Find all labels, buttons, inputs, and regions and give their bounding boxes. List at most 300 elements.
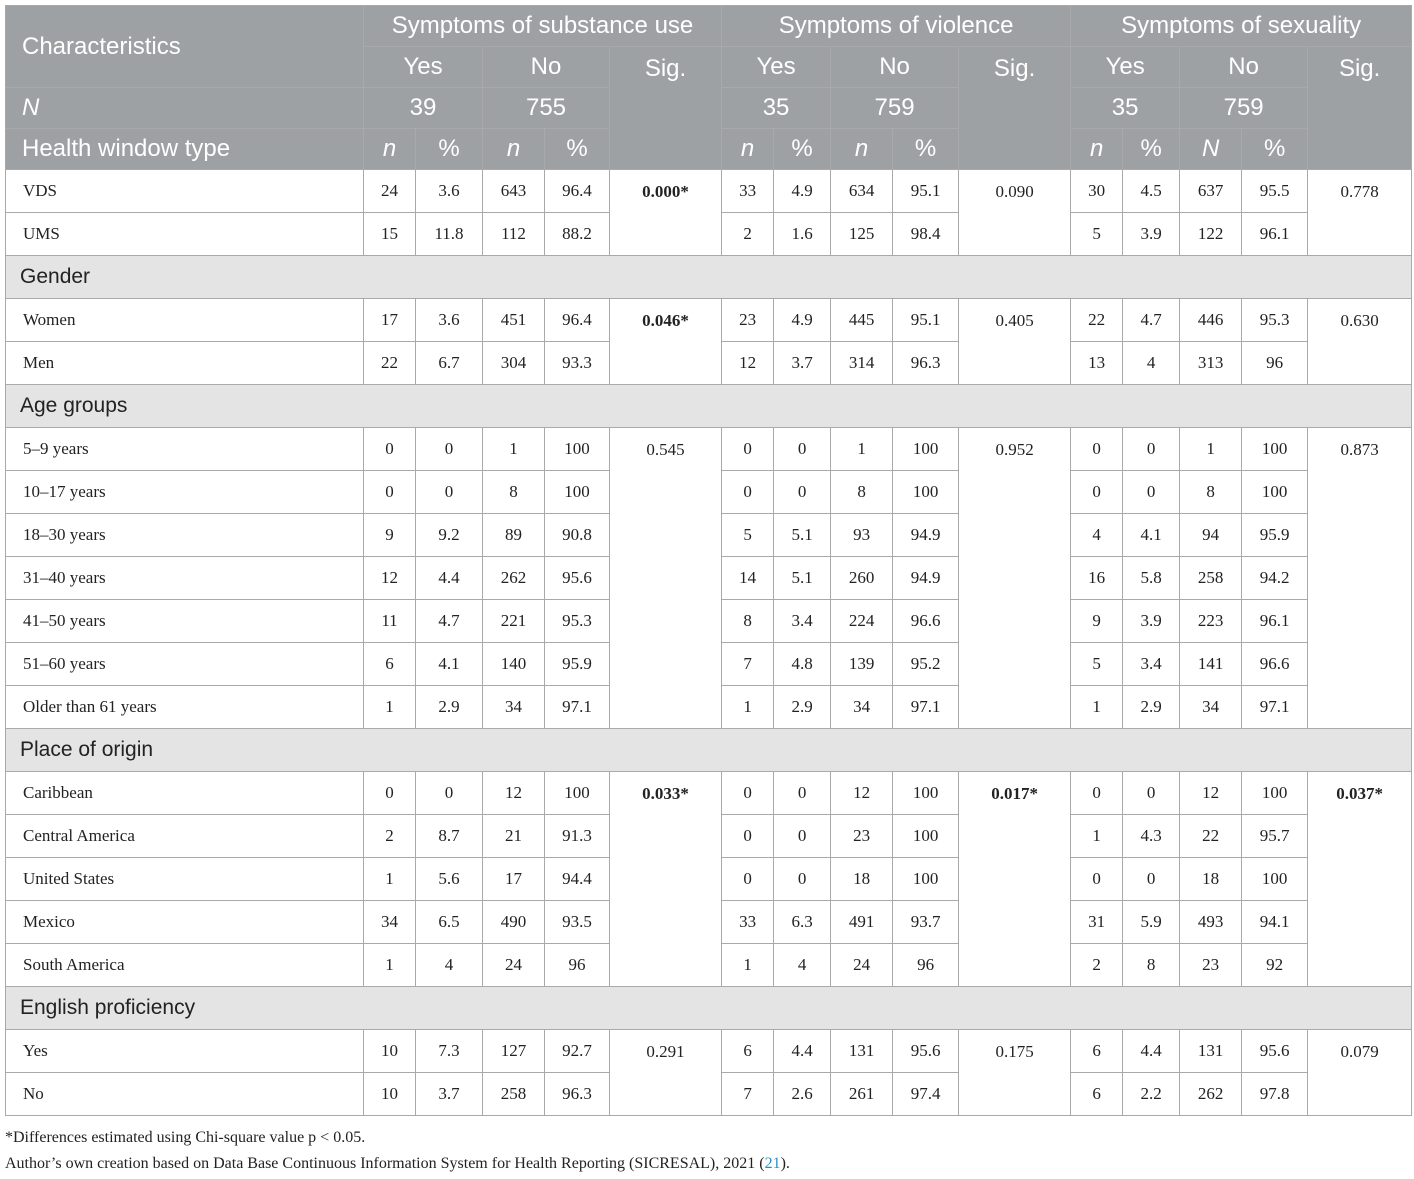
table-cell: 8.7 xyxy=(416,815,483,858)
row-label: No xyxy=(6,1073,364,1116)
table-cell: 0 xyxy=(1071,858,1123,901)
footnote-source-text: Author’s own creation based on Data Base Continuous Information System for Health Reporting (SICRESAL), 2021 ( xyxy=(5,1155,765,1172)
row-label: VDS xyxy=(6,170,364,213)
sub-header: % xyxy=(893,129,959,170)
table-cell: 2.9 xyxy=(1123,686,1180,729)
significance-cell: 0.630 xyxy=(1308,299,1412,385)
table-cell: 0 xyxy=(1071,772,1123,815)
table-cell: 5.6 xyxy=(416,858,483,901)
significance-cell: 0.090 xyxy=(959,170,1071,256)
table-cell: 100 xyxy=(893,471,959,514)
significance-cell: 0.873 xyxy=(1308,428,1412,729)
table-cell: 31 xyxy=(1071,901,1123,944)
table-cell: 96.6 xyxy=(893,600,959,643)
table-cell: 262 xyxy=(1180,1073,1242,1116)
table-cell: 9 xyxy=(364,514,416,557)
table-cell: 0 xyxy=(1123,428,1180,471)
table-cell: 0 xyxy=(722,471,774,514)
table-cell: 7 xyxy=(722,1073,774,1116)
table-cell: 100 xyxy=(893,858,959,901)
table-cell: 98.4 xyxy=(893,213,959,256)
table-cell: 314 xyxy=(831,342,893,385)
table-cell: 1 xyxy=(364,686,416,729)
table-cell: 95.3 xyxy=(545,600,610,643)
table-cell: 643 xyxy=(483,170,545,213)
row-label: South America xyxy=(6,944,364,987)
table-cell: 4.4 xyxy=(774,1030,831,1073)
table-cell: 3.4 xyxy=(774,600,831,643)
table-cell: 127 xyxy=(483,1030,545,1073)
table-cell: 34 xyxy=(1180,686,1242,729)
table-cell: 0 xyxy=(774,815,831,858)
sig-header: Sig. xyxy=(959,47,1071,170)
table-cell: 96 xyxy=(545,944,610,987)
table-cell: 100 xyxy=(545,428,610,471)
table-cell: 91.3 xyxy=(545,815,610,858)
table-cell: 261 xyxy=(831,1073,893,1116)
table-cell: 1 xyxy=(722,944,774,987)
table-cell: 95.6 xyxy=(893,1030,959,1073)
table-cell: 95.1 xyxy=(893,170,959,213)
significance-cell: 0.952 xyxy=(959,428,1071,729)
table-cell: 97.1 xyxy=(893,686,959,729)
table-cell: 33 xyxy=(722,170,774,213)
table-cell: 95.1 xyxy=(893,299,959,342)
table-cell: 100 xyxy=(1242,772,1308,815)
section-header-row xyxy=(6,385,1412,428)
significance-cell: 0.079 xyxy=(1308,1030,1412,1116)
table-cell: 93.3 xyxy=(545,342,610,385)
table-row xyxy=(6,428,1412,471)
table-cell: 122 xyxy=(1180,213,1242,256)
table-row xyxy=(6,1030,1412,1073)
table-cell: 17 xyxy=(364,299,416,342)
row-label: 5–9 years xyxy=(6,428,364,471)
table-cell: 95.3 xyxy=(1242,299,1308,342)
reference-link[interactable]: 21 xyxy=(764,1155,781,1172)
table-cell: 0 xyxy=(416,471,483,514)
table-cell: 33 xyxy=(722,901,774,944)
table-cell: 30 xyxy=(1071,170,1123,213)
table-cell: 5.1 xyxy=(774,514,831,557)
table-cell: 94.9 xyxy=(893,557,959,600)
table-cell: 1 xyxy=(722,686,774,729)
table-cell: 5.1 xyxy=(774,557,831,600)
table-cell: 0 xyxy=(1071,428,1123,471)
table-cell: 493 xyxy=(1180,901,1242,944)
group-title-sexuality: Symptoms of sexuality xyxy=(1071,6,1412,47)
row-label: Central America xyxy=(6,815,364,858)
table-cell: 96.3 xyxy=(545,1073,610,1116)
row-label: Yes xyxy=(6,1030,364,1073)
table-cell: 491 xyxy=(831,901,893,944)
table-cell: 24 xyxy=(483,944,545,987)
table-cell: 23 xyxy=(722,299,774,342)
group-title-substance: Symptoms of substance use xyxy=(364,6,722,47)
table-cell: 4 xyxy=(416,944,483,987)
table-cell: 140 xyxy=(483,643,545,686)
table-cell: 21 xyxy=(483,815,545,858)
row-label: 41–50 years xyxy=(6,600,364,643)
table-cell: 4.1 xyxy=(1123,514,1180,557)
table-cell: 313 xyxy=(1180,342,1242,385)
table-cell: 0 xyxy=(774,471,831,514)
table-cell: 12 xyxy=(722,342,774,385)
row-label: 51–60 years xyxy=(6,643,364,686)
table-cell: 4 xyxy=(1071,514,1123,557)
table-cell: 3.7 xyxy=(774,342,831,385)
section-header-row xyxy=(6,256,1412,299)
characteristics-header: Characteristics xyxy=(6,6,364,88)
table-cell: 3.9 xyxy=(1123,213,1180,256)
table-cell: 100 xyxy=(545,471,610,514)
table-cell: 13 xyxy=(1071,342,1123,385)
table-cell: 2 xyxy=(1071,944,1123,987)
table-cell: 100 xyxy=(893,772,959,815)
table-cell: 258 xyxy=(483,1073,545,1116)
n-label: N xyxy=(6,88,364,129)
table-cell: 96.3 xyxy=(893,342,959,385)
row-label: 31–40 years xyxy=(6,557,364,600)
table-cell: 94.4 xyxy=(545,858,610,901)
table-cell: 0 xyxy=(722,772,774,815)
sub-header: N xyxy=(1180,129,1242,170)
table-cell: 24 xyxy=(831,944,893,987)
sub-header: n xyxy=(1071,129,1123,170)
table-cell: 12 xyxy=(1180,772,1242,815)
sub-header: n xyxy=(483,129,545,170)
table-cell: 262 xyxy=(483,557,545,600)
significance-cell: 0.046* xyxy=(610,299,722,385)
table-cell: 0 xyxy=(364,428,416,471)
table-cell: 17 xyxy=(483,858,545,901)
yes-header: Yes xyxy=(364,47,483,88)
sig-header: Sig. xyxy=(610,47,722,170)
table-cell: 3.9 xyxy=(1123,600,1180,643)
table-cell: 8 xyxy=(1180,471,1242,514)
section-header-row xyxy=(6,729,1412,772)
table-cell: 5.9 xyxy=(1123,901,1180,944)
table-cell: 9.2 xyxy=(416,514,483,557)
table-cell: 0 xyxy=(416,428,483,471)
table-cell: 7 xyxy=(722,643,774,686)
table-cell: 0 xyxy=(1123,858,1180,901)
table-cell: 8 xyxy=(722,600,774,643)
table-cell: 100 xyxy=(893,428,959,471)
table-cell: 95.7 xyxy=(1242,815,1308,858)
table-cell: 92 xyxy=(1242,944,1308,987)
table-cell: 4.4 xyxy=(1123,1030,1180,1073)
table-cell: 97.1 xyxy=(545,686,610,729)
table-cell: 14 xyxy=(722,557,774,600)
table-cell: 88.2 xyxy=(545,213,610,256)
table-cell: 22 xyxy=(364,342,416,385)
table-cell: 6.7 xyxy=(416,342,483,385)
table-cell: 10 xyxy=(364,1073,416,1116)
n-yes-value: 39 xyxy=(364,88,483,129)
table-cell: 0 xyxy=(1123,772,1180,815)
table-cell: 260 xyxy=(831,557,893,600)
window-type-label: Health window type xyxy=(6,129,364,170)
table-cell: 1 xyxy=(483,428,545,471)
table-cell: 18 xyxy=(831,858,893,901)
table-cell: 3.4 xyxy=(1123,643,1180,686)
table-cell: 6 xyxy=(722,1030,774,1073)
table-cell: 97.8 xyxy=(1242,1073,1308,1116)
group-title-violence: Symptoms of violence xyxy=(722,6,1071,47)
table-cell: 34 xyxy=(483,686,545,729)
row-label: 18–30 years xyxy=(6,514,364,557)
table-cell: 2.6 xyxy=(774,1073,831,1116)
table-cell: 5.8 xyxy=(1123,557,1180,600)
sig-header: Sig. xyxy=(1308,47,1412,170)
table-cell: 4.4 xyxy=(416,557,483,600)
row-label: UMS xyxy=(6,213,364,256)
section-header-row xyxy=(6,987,1412,1030)
table-cell: 125 xyxy=(831,213,893,256)
significance-cell: 0.000* xyxy=(610,170,722,256)
table-cell: 4.1 xyxy=(416,643,483,686)
table-cell: 1 xyxy=(1180,428,1242,471)
table-cell: 4.7 xyxy=(1123,299,1180,342)
table-cell: 95.2 xyxy=(893,643,959,686)
table-cell: 258 xyxy=(1180,557,1242,600)
table-cell: 0 xyxy=(722,815,774,858)
table-cell: 95.6 xyxy=(545,557,610,600)
table-cell: 445 xyxy=(831,299,893,342)
table-row xyxy=(6,772,1412,815)
yes-header: Yes xyxy=(722,47,831,88)
table-cell: 96.4 xyxy=(545,170,610,213)
row-label: 10–17 years xyxy=(6,471,364,514)
table-cell: 90.8 xyxy=(545,514,610,557)
table-cell: 112 xyxy=(483,213,545,256)
sub-header: n xyxy=(831,129,893,170)
table-cell: 5 xyxy=(1071,213,1123,256)
table-cell: 5 xyxy=(1071,643,1123,686)
table-cell: 11 xyxy=(364,600,416,643)
table-cell: 18 xyxy=(1180,858,1242,901)
table-cell: 94.9 xyxy=(893,514,959,557)
table-cell: 93.5 xyxy=(545,901,610,944)
row-label: Caribbean xyxy=(6,772,364,815)
table-cell: 95.9 xyxy=(545,643,610,686)
table-cell: 0 xyxy=(774,858,831,901)
table-cell: 93 xyxy=(831,514,893,557)
table-cell: 100 xyxy=(893,815,959,858)
table-cell: 0 xyxy=(1123,471,1180,514)
row-label: Mexico xyxy=(6,901,364,944)
table-cell: 97.1 xyxy=(1242,686,1308,729)
footnote-significance: *Differences estimated using Chi-square value p < 0.05. xyxy=(5,1129,366,1146)
table-body xyxy=(6,170,1412,1116)
table-cell: 12 xyxy=(364,557,416,600)
table-cell: 1 xyxy=(831,428,893,471)
table-cell: 139 xyxy=(831,643,893,686)
section-title: Gender xyxy=(6,256,1412,299)
table-cell: 12 xyxy=(483,772,545,815)
table-cell: 4.7 xyxy=(416,600,483,643)
table-cell: 2 xyxy=(364,815,416,858)
no-header: No xyxy=(483,47,610,88)
table-cell: 0 xyxy=(364,772,416,815)
table-cell: 141 xyxy=(1180,643,1242,686)
table-cell: 446 xyxy=(1180,299,1242,342)
table-cell: 8 xyxy=(483,471,545,514)
sub-header: % xyxy=(1123,129,1180,170)
table-cell: 2 xyxy=(722,213,774,256)
table-cell: 16 xyxy=(1071,557,1123,600)
table-cell: 100 xyxy=(1242,858,1308,901)
table-cell: 221 xyxy=(483,600,545,643)
table-cell: 96.1 xyxy=(1242,213,1308,256)
significance-cell: 0.037* xyxy=(1308,772,1412,987)
table-cell: 94 xyxy=(1180,514,1242,557)
significance-cell: 0.405 xyxy=(959,299,1071,385)
table-cell: 93.7 xyxy=(893,901,959,944)
table-cell: 6.3 xyxy=(774,901,831,944)
table-cell: 6.5 xyxy=(416,901,483,944)
table-cell: 4 xyxy=(774,944,831,987)
table-cell: 4.9 xyxy=(774,299,831,342)
table-row xyxy=(6,299,1412,342)
sub-header: % xyxy=(1242,129,1308,170)
table-cell: 23 xyxy=(831,815,893,858)
n-yes-value: 35 xyxy=(722,88,831,129)
table-cell: 95.9 xyxy=(1242,514,1308,557)
row-label: United States xyxy=(6,858,364,901)
table-cell: 94.1 xyxy=(1242,901,1308,944)
footnote-source xyxy=(5,1155,790,1173)
table-cell: 7.3 xyxy=(416,1030,483,1073)
n-no-value: 759 xyxy=(1180,88,1308,129)
table-cell: 10 xyxy=(364,1030,416,1073)
table-cell: 490 xyxy=(483,901,545,944)
table-cell: 100 xyxy=(545,772,610,815)
significance-cell: 0.033* xyxy=(610,772,722,987)
table-cell: 0 xyxy=(722,858,774,901)
table-cell: 9 xyxy=(1071,600,1123,643)
table-cell: 2.2 xyxy=(1123,1073,1180,1116)
table-cell: 0 xyxy=(416,772,483,815)
sub-header: n xyxy=(722,129,774,170)
table-cell: 634 xyxy=(831,170,893,213)
table-cell: 0 xyxy=(774,772,831,815)
no-header: No xyxy=(1180,47,1308,88)
table-cell: 92.7 xyxy=(545,1030,610,1073)
n-yes-value: 35 xyxy=(1071,88,1180,129)
table-header xyxy=(6,6,1412,170)
sub-header: % xyxy=(416,129,483,170)
table-cell: 5 xyxy=(722,514,774,557)
n-no-value: 759 xyxy=(831,88,959,129)
table-cell: 24 xyxy=(364,170,416,213)
table-cell: 12 xyxy=(831,772,893,815)
table-cell: 95.5 xyxy=(1242,170,1308,213)
table-cell: 96.4 xyxy=(545,299,610,342)
table-cell: 0 xyxy=(774,428,831,471)
table-cell: 1 xyxy=(1071,815,1123,858)
row-label: Men xyxy=(6,342,364,385)
significance-cell: 0.545 xyxy=(610,428,722,729)
table-cell: 2.9 xyxy=(774,686,831,729)
significance-cell: 0.291 xyxy=(610,1030,722,1116)
sub-header: n xyxy=(364,129,416,170)
table-cell: 100 xyxy=(1242,471,1308,514)
table-cell: 34 xyxy=(364,901,416,944)
sub-header: % xyxy=(774,129,831,170)
table-cell: 97.4 xyxy=(893,1073,959,1116)
significance-cell: 0.778 xyxy=(1308,170,1412,256)
table-cell: 89 xyxy=(483,514,545,557)
table-cell: 4.3 xyxy=(1123,815,1180,858)
footnote-source-end: ). xyxy=(780,1155,790,1172)
table-cell: 22 xyxy=(1180,815,1242,858)
row-label: Women xyxy=(6,299,364,342)
table-cell: 11.8 xyxy=(416,213,483,256)
data-table xyxy=(5,5,1412,1116)
table-cell: 304 xyxy=(483,342,545,385)
table-cell: 2.9 xyxy=(416,686,483,729)
table-cell: 1 xyxy=(364,858,416,901)
section-title: English proficiency xyxy=(6,987,1412,1030)
table-cell: 34 xyxy=(831,686,893,729)
table-cell: 6 xyxy=(1071,1030,1123,1073)
row-label: Older than 61 years xyxy=(6,686,364,729)
n-no-value: 755 xyxy=(483,88,610,129)
significance-cell: 0.175 xyxy=(959,1030,1071,1116)
table-cell: 94.2 xyxy=(1242,557,1308,600)
table-cell: 3.7 xyxy=(416,1073,483,1116)
table-cell: 637 xyxy=(1180,170,1242,213)
table-cell: 22 xyxy=(1071,299,1123,342)
table-row xyxy=(6,170,1412,213)
table-cell: 4.8 xyxy=(774,643,831,686)
table-cell: 4 xyxy=(1123,342,1180,385)
table-cell: 0 xyxy=(1071,471,1123,514)
table-cell: 1.6 xyxy=(774,213,831,256)
table-cell: 96 xyxy=(893,944,959,987)
table-cell: 0 xyxy=(722,428,774,471)
table-cell: 4.5 xyxy=(1123,170,1180,213)
table-cell: 4.9 xyxy=(774,170,831,213)
section-title: Age groups xyxy=(6,385,1412,428)
table-cell: 0 xyxy=(364,471,416,514)
table-cell: 96 xyxy=(1242,342,1308,385)
table-cell: 8 xyxy=(831,471,893,514)
significance-cell: 0.017* xyxy=(959,772,1071,987)
table-cell: 131 xyxy=(1180,1030,1242,1073)
yes-header: Yes xyxy=(1071,47,1180,88)
table-cell: 6 xyxy=(1071,1073,1123,1116)
table-cell: 1 xyxy=(1071,686,1123,729)
table-cell: 15 xyxy=(364,213,416,256)
section-title: Place of origin xyxy=(6,729,1412,772)
table-cell: 6 xyxy=(364,643,416,686)
table-cell: 131 xyxy=(831,1030,893,1073)
table-cell: 95.6 xyxy=(1242,1030,1308,1073)
table-cell: 3.6 xyxy=(416,299,483,342)
table-cell: 100 xyxy=(1242,428,1308,471)
table-cell: 1 xyxy=(364,944,416,987)
table-cell: 223 xyxy=(1180,600,1242,643)
table-cell: 3.6 xyxy=(416,170,483,213)
no-header: No xyxy=(831,47,959,88)
table-cell: 224 xyxy=(831,600,893,643)
table-cell: 96.1 xyxy=(1242,600,1308,643)
table-cell: 96.6 xyxy=(1242,643,1308,686)
sub-header: % xyxy=(545,129,610,170)
